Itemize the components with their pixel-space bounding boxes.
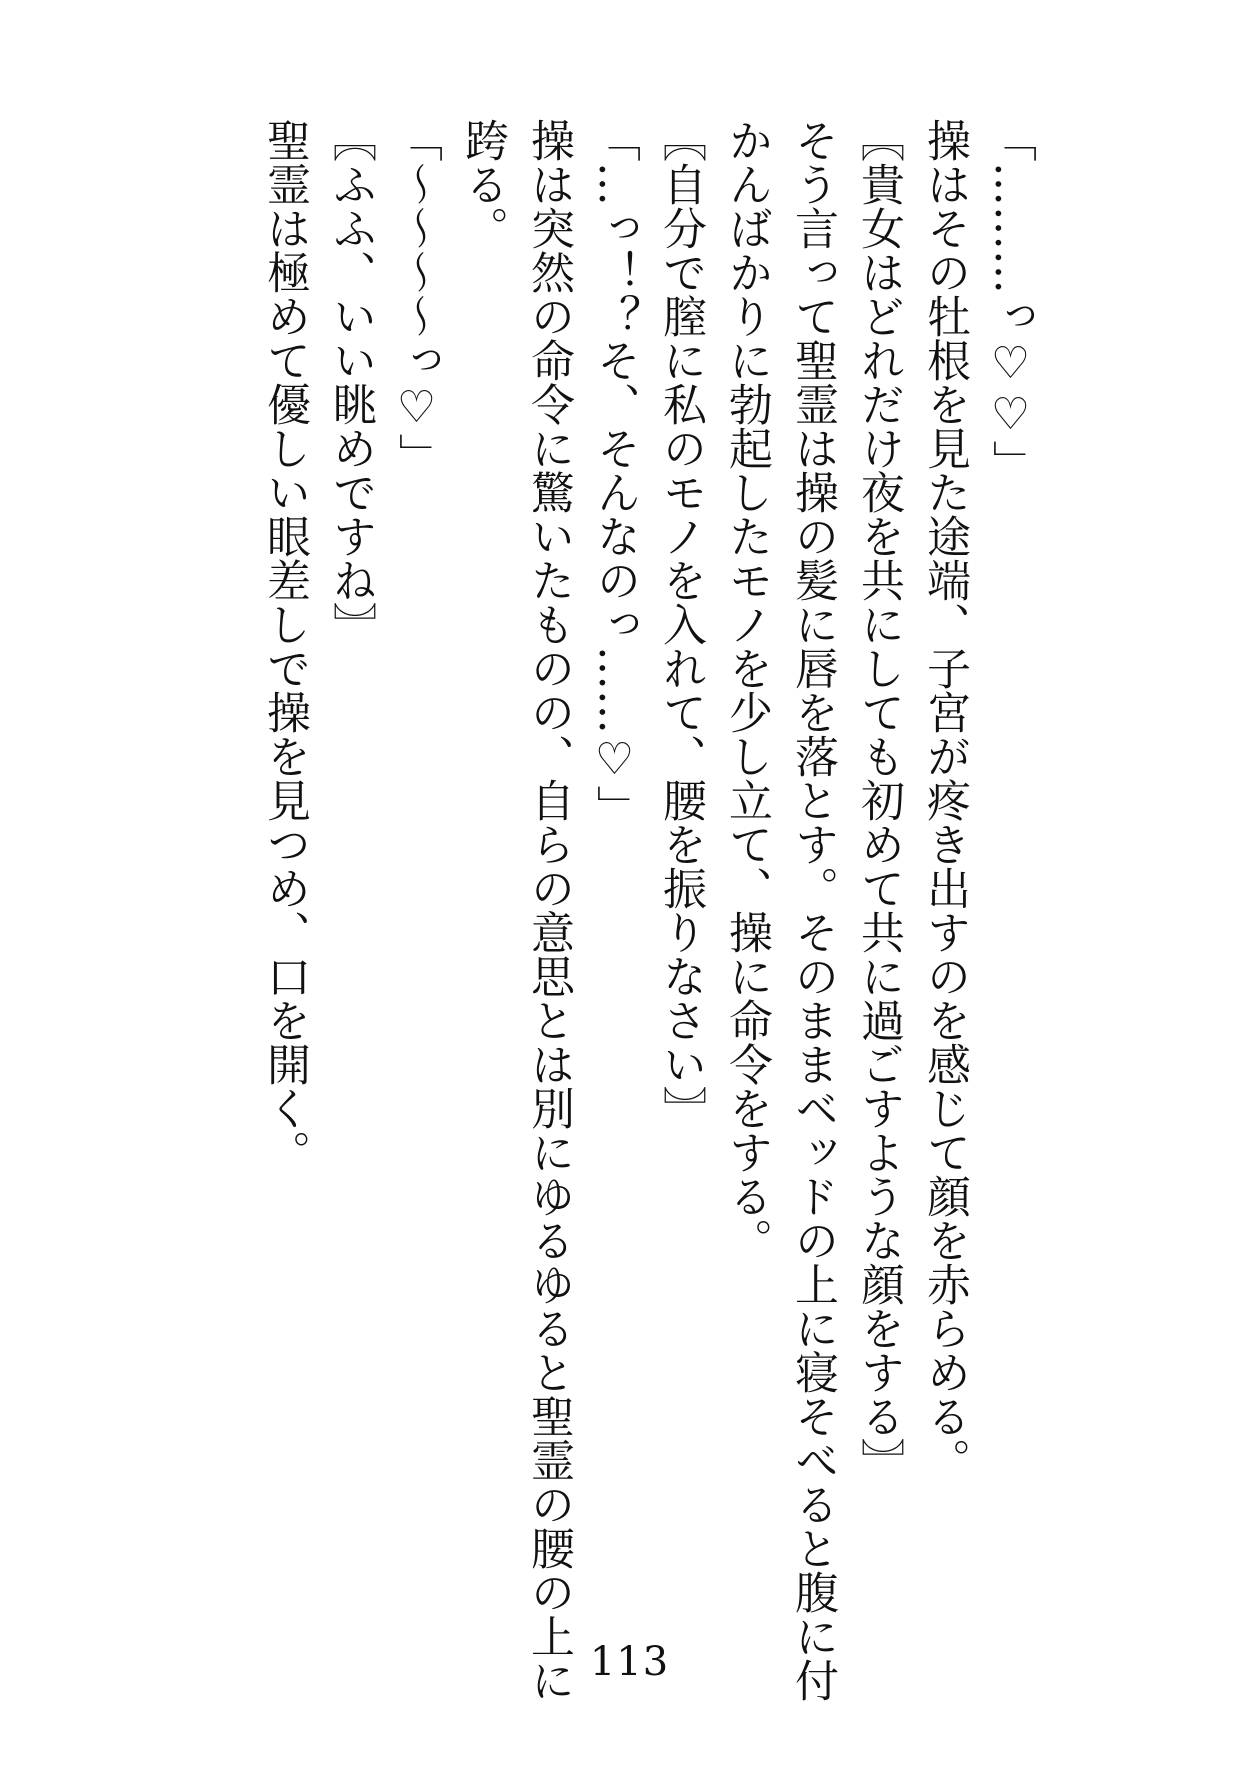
text-line: 操はその牡根を見た途端、子宮が疼き出すのを感じて顔を赤らめる。	[919, 118, 970, 1482]
text-line: 〖貴女はどれだけ夜を共にしても初めて共に過ごすような顔をする〗	[853, 118, 904, 1482]
text-line: 操は突然の命令に驚いたものの、自らの意思とは別にゆるゆると聖霊の腰の上に	[523, 118, 574, 1702]
text-line: 聖霊は極めて優しい眼差しで操を見つめ、口を開く。	[259, 118, 310, 1174]
text-line: かんばかりに勃起したモノを少し立て、操に命令をする。	[721, 118, 772, 1262]
text-line: そう言って聖霊は操の髪に唇を落とす。そのままベッドの上に寝そべると腹に付	[787, 118, 838, 1702]
text-line: 「〜〜〜〜っ♡」	[391, 118, 442, 477]
text-line: 跨る。	[457, 118, 508, 250]
text-line: 〖自分で膣に私のモノを入れて、腰を振りなさい〗	[655, 118, 706, 1130]
text-line: 「…っ！？そ、そんなのっ……♡」	[589, 118, 640, 829]
text-line: 〖ふふ、いい眺めですね〗	[325, 118, 376, 646]
text-line: 「………っ♡♡」	[985, 118, 1036, 484]
vertical-body-text	[251, 118, 1043, 1702]
page-number: 113	[589, 1639, 670, 1685]
